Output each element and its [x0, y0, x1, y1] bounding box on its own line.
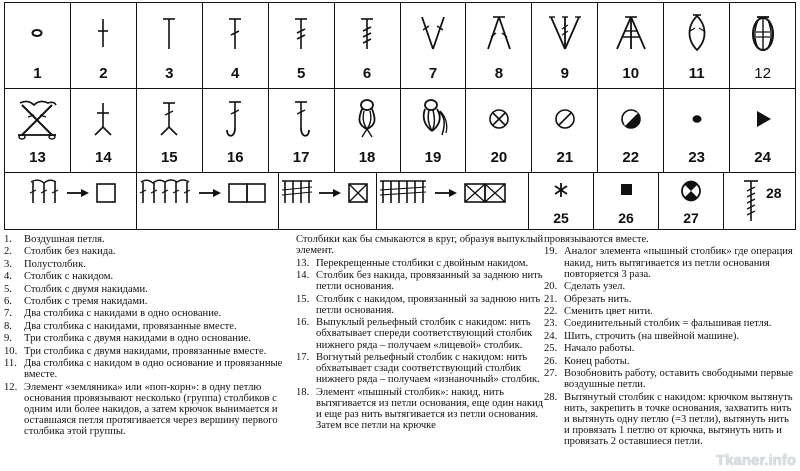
- symbol-cell-25: [529, 173, 594, 229]
- symbol-row-2: [5, 89, 795, 173]
- legend-item: 6. Столбик с тремя накидами.: [4, 295, 148, 307]
- popcorn-stitch-icon: [750, 12, 776, 54]
- treble-crochet-icon: [291, 13, 311, 53]
- symbol-number: 27: [683, 210, 699, 226]
- legend-item: 5. Столбик с двумя накидами.: [4, 283, 148, 295]
- back-post-dc-icon: [289, 98, 313, 140]
- legend-item: 3. Полустолбик.: [4, 258, 86, 270]
- legend-item: 2. Столбик без накида.: [4, 246, 116, 258]
- symbol-cell-21: [532, 89, 598, 172]
- symbol-number: 11: [688, 65, 705, 82]
- legend-item: 16. Выпуклый рельефный столбик с накидом: нить обхватывает спереди соответствующий столбик нижнего ряда – получаем «лицевой» столбик.: [296, 317, 533, 351]
- four-tr-to-crossed-square-cell: [279, 173, 377, 229]
- extended-dc-icon: [736, 175, 766, 225]
- symbol-grid: [4, 2, 796, 230]
- symbol-cell-26: [594, 173, 659, 229]
- symbol-number: 2: [99, 65, 108, 82]
- five-dc-to-two-squares-cell: [137, 173, 279, 229]
- legend-item: 19. Аналог элемента «пышный столбик» где операция накид, нить вытягивается из петли основания повторяется 3 раза.: [544, 246, 793, 280]
- symbol-cell-24: [730, 89, 795, 172]
- symbol-cell-23: [664, 89, 730, 172]
- symbol-cell-2: [71, 3, 137, 88]
- symbol-cell-9: [532, 3, 598, 88]
- symbol-cell-10: [598, 3, 664, 88]
- symbol-number: 16: [226, 149, 244, 166]
- symbol-cell-28: [724, 173, 795, 229]
- legend-column-3: [544, 234, 796, 449]
- puff-stitch-icon: [354, 97, 380, 141]
- symbol-number: 17: [292, 149, 310, 166]
- cut-yarn-icon: [553, 107, 577, 131]
- end-square-icon: [594, 177, 659, 207]
- chain-stitch-icon: [27, 23, 47, 43]
- legend-item: 23. Соединительный столбик = фальшивая петля.: [544, 318, 772, 330]
- start-asterisk-icon: [529, 177, 594, 207]
- symbol-number: 8: [494, 65, 504, 82]
- sc-back-loop-icon: [91, 99, 115, 139]
- six-tr-to-crossed-squares-cell: [377, 173, 529, 229]
- legend-item: 18. Элемент «пышный столбик»: накид, нить вытягивается из петли основания, еще один накид и еще раз нить вытягивается из петли основания. Затем все петли на крючке: [296, 386, 544, 432]
- symbol-cell-16: [203, 89, 269, 172]
- symbol-cell-11: [664, 3, 730, 88]
- sew-play-icon: [753, 109, 773, 129]
- crossed-stitches-icon: [14, 97, 60, 141]
- symbol-cell-15: [137, 89, 203, 172]
- symbol-cell-20: [466, 89, 532, 172]
- five-dc-to-two-squares-icon: [137, 173, 279, 225]
- legend-item: 22. Сменить цвет нити.: [544, 305, 653, 317]
- legend-item: 27. Возобновить работу, оставить свободными первые воздушные петли.: [544, 367, 793, 391]
- resume-work-icon: [659, 175, 724, 209]
- symbol-cell-14: [71, 89, 137, 172]
- symbol-cell-12: [730, 3, 795, 88]
- symbol-number: 6: [362, 65, 372, 82]
- symbol-cell-13: [5, 89, 71, 172]
- legend-item: 25. Начало работы.: [544, 343, 635, 355]
- symbol-number: 25: [553, 210, 569, 226]
- symbol-number: 7: [428, 65, 438, 82]
- legend-item: 28. Вытянутый столбик с накидом: крючком вытянуть нить, закрепить в точке основания, захватить нить и вытянуть одну петлю (=3 петли), вытянуть нить и провязать 1 петлю от крючка, вытянуть нить и провязать 2 оставшиеся петли.: [544, 391, 793, 448]
- legend-item: 20. Сделать узел.: [544, 281, 626, 293]
- four-tr-to-crossed-square-icon: [279, 173, 377, 225]
- symbol-number: 24: [754, 149, 771, 166]
- symbol-number: 28: [766, 185, 782, 201]
- legend-continuation: провязываются вместе.: [544, 234, 649, 245]
- symbol-number: 15: [160, 149, 178, 166]
- three-dc-to-square-cell: [5, 173, 137, 229]
- symbol-cell-3: [137, 3, 203, 88]
- legend-column-2: [296, 234, 544, 433]
- symbol-cell-4: [203, 3, 269, 88]
- half-double-crochet-icon: [159, 13, 179, 53]
- front-post-dc-icon: [223, 98, 247, 140]
- symbol-cell-17: [269, 89, 335, 172]
- symbol-number: 23: [688, 149, 706, 166]
- two-dc-same-base-together-icon: [685, 12, 709, 54]
- watermark: Tkaner.info: [715, 452, 796, 469]
- double-crochet-icon: [225, 13, 245, 53]
- symbol-cell-7: [401, 3, 467, 88]
- legend-item: 13. Перекрещенные столбики с двойным накидом.: [296, 257, 529, 269]
- legend-item: 14. Столбик без накида, провязанный за заднюю нить петли основания.: [296, 269, 543, 293]
- three-dc-to-one-square-icon: [5, 173, 137, 225]
- two-dc-together-icon: [484, 13, 514, 53]
- symbol-cell-1: [5, 3, 71, 88]
- two-dc-same-base-icon: [418, 13, 448, 53]
- symbol-number: 9: [560, 65, 569, 82]
- symbol-number: 3: [165, 65, 174, 82]
- legend-item: 15. Столбик с накидом, провязанный за заднюю нить петли основания.: [296, 293, 541, 316]
- symbol-number: 26: [618, 210, 634, 226]
- symbol-number: 5: [296, 65, 306, 82]
- symbol-cell-8: [466, 3, 532, 88]
- slip-stitch-icon: [689, 111, 705, 127]
- legend-item: 7. Два столбика с накидами в одно основание.: [4, 308, 222, 320]
- legend-column-1: [4, 234, 290, 439]
- symbol-row-3: [5, 173, 795, 229]
- legend-item: 4. Столбик с накидом.: [4, 271, 114, 283]
- puff-stitch-triple-icon: [418, 97, 448, 141]
- symbol-number: 10: [622, 65, 640, 82]
- legend: [4, 234, 796, 471]
- legend-item: 17. Вогнутый рельефный столбик с накидом: нить обхватывает сзади соответствующий столбик нижнего ряда – получаем «изнаночный» столбик.: [296, 351, 540, 386]
- symbol-number: 12: [754, 65, 771, 82]
- legend-continuation: Столбики как бы смыкаются в круг, образуя выпуклый элемент.: [296, 234, 544, 257]
- symbol-cell-5: [269, 3, 335, 88]
- symbol-number: 1: [33, 65, 42, 82]
- legend-item: 8. Два столбика с накидами, провязанные вместе.: [4, 320, 237, 332]
- legend-item: 21. Обрезать нить.: [544, 293, 632, 305]
- legend-item: 9. Три столбика с двумя накидами в одно основание.: [4, 333, 251, 345]
- symbol-row-1: [5, 3, 795, 89]
- single-crochet-icon: [93, 15, 113, 51]
- double-treble-crochet-icon: [357, 13, 377, 53]
- symbol-cell-6: [335, 3, 401, 88]
- symbol-cell-18: [335, 89, 401, 172]
- legend-item: 10. Три столбика с двумя накидами, провязанные вместе.: [4, 345, 267, 357]
- three-tr-same-base-icon: [548, 13, 582, 53]
- symbol-number: 19: [424, 149, 442, 166]
- symbol-cell-22: [598, 89, 664, 172]
- symbol-cell-27: [659, 173, 724, 229]
- six-tr-to-two-crossed-squares-icon: [377, 173, 529, 225]
- symbol-number: 14: [95, 149, 112, 166]
- knot-icon: [487, 107, 511, 131]
- legend-item: 1. Воздушная петля.: [4, 234, 105, 245]
- legend-item: 12. Элемент «земляника» или «поп-корн»: в одну петлю основания провязывают несколько (группа) столбиков с одним или более накидов, а затем крючок вынимается и оставшаяся петля протягивается через вершину первого столбика этой группы.: [4, 381, 278, 438]
- dc-back-loop-icon: [157, 99, 181, 139]
- three-tr-together-icon: [614, 13, 648, 53]
- symbol-number: 18: [358, 149, 376, 166]
- symbol-number: 20: [490, 149, 508, 166]
- symbol-cell-19: [401, 89, 467, 172]
- legend-item: 11. Два столбика с накидом в одно основание и провязанные вместе.: [4, 357, 283, 381]
- symbol-number: 13: [29, 149, 46, 166]
- symbol-number: 21: [556, 149, 574, 166]
- symbol-number: 22: [622, 149, 640, 166]
- symbol-number: 4: [231, 65, 240, 82]
- legend-item: 24. Шить, строчить (на швейной машине).: [544, 330, 740, 342]
- legend-item: 26. Конец работы.: [544, 355, 630, 367]
- change-color-icon: [619, 107, 643, 131]
